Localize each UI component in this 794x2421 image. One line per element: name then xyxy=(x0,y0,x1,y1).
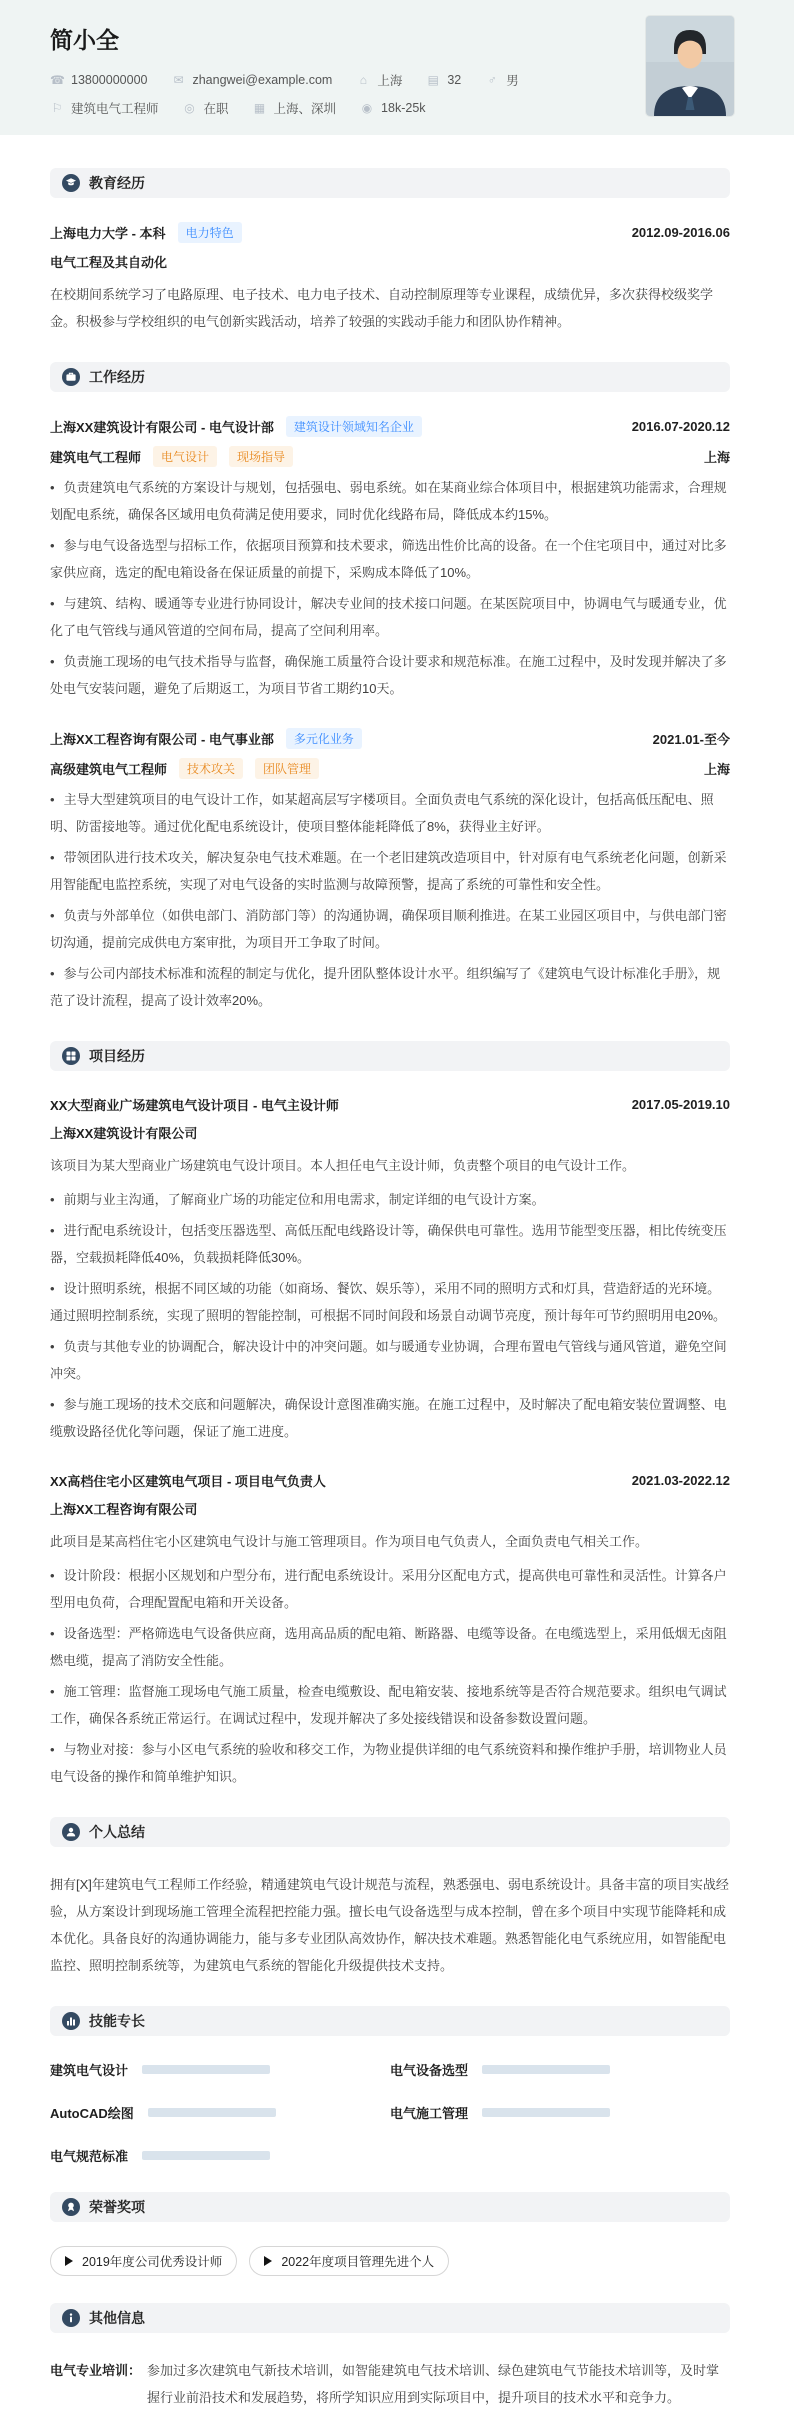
work-location: 上海 xyxy=(703,762,730,777)
play-icon xyxy=(264,2256,272,2266)
project-bullets xyxy=(50,1562,730,1790)
project-entry xyxy=(50,1471,730,1790)
skill-label: 电气设备选型 xyxy=(390,2063,469,2078)
education-section-header xyxy=(50,168,730,198)
awards-section-header xyxy=(50,2192,730,2222)
section-awards xyxy=(50,2192,730,2276)
skill-item xyxy=(50,2103,390,2122)
contact-location xyxy=(356,71,402,89)
company-tag: 建筑设计领域知名企业 xyxy=(286,416,422,437)
phone-icon: ☎ xyxy=(50,73,65,87)
award-pill[interactable] xyxy=(50,2246,237,2276)
education-major-row xyxy=(50,252,730,271)
project-bullet: • 设计照明系统，根据不同区域的功能（如商场、餐饮、娱乐等），采用不同的照明方式和灯具，营造舒适的光环境。通过照明控制系统，实现了照明的智能控制，可根据不同时间段和场景自动调节亮度，预计每年可节约照明用电20%。 xyxy=(50,1275,730,1329)
email-value: zhangwei@example.com xyxy=(192,73,333,87)
role-name: 高级建筑电气工程师 xyxy=(50,762,168,777)
skill-label: 建筑电气设计 xyxy=(50,2063,129,2078)
other-section-header xyxy=(50,2303,730,2333)
project-company: 上海XX建筑设计有限公司 xyxy=(50,1126,198,1141)
status-value: 在职 xyxy=(203,102,229,116)
awards-section-title: 荣誉奖项 xyxy=(89,2199,145,2215)
education-section-title: 教育经历 xyxy=(89,175,145,191)
gender-icon: ♂ xyxy=(487,73,497,87)
bar-chart-icon xyxy=(62,2012,80,2030)
education-icon xyxy=(62,174,80,192)
skill-level-bar xyxy=(142,2065,270,2074)
work-section-header xyxy=(50,362,730,392)
job-title-icon: ⚐ xyxy=(51,101,63,115)
contact-job-title xyxy=(50,99,159,117)
phone-value: 13800000000 xyxy=(71,73,148,87)
section-projects xyxy=(50,1041,730,1790)
resume-body xyxy=(0,168,794,2421)
age-value: 32 xyxy=(447,73,462,87)
project-bullet: • 前期与业主沟通，了解商业广场的功能定位和用电需求，制定详细的电气设计方案。 xyxy=(50,1186,730,1213)
skill-label: 电气施工管理 xyxy=(390,2106,469,2121)
project-bullet: • 与物业对接：参与小区电气系统的验收和移交工作，为物业提供详细的电气系统资料和操作维护手册，培训物业人员电气设备的操作和简单维护知识。 xyxy=(50,1736,730,1790)
work-role-row xyxy=(50,758,730,779)
avatar-illustration xyxy=(646,16,734,116)
grid-icon xyxy=(62,1047,80,1065)
work-location: 上海 xyxy=(703,450,730,465)
work-entry xyxy=(50,416,730,702)
work-bullet: • 参与公司内部技术标准和流程的制定与优化，提升团队整体设计水平。组织编写了《建筑电气设计标准化手册》，规范了设计流程，提高了设计效率20%。 xyxy=(50,960,730,1014)
contact-email xyxy=(171,73,332,87)
skill-level-bar xyxy=(148,2108,276,2117)
education-date: 2012.09-2016.06 xyxy=(631,225,730,240)
work-date: 2016.07-2020.12 xyxy=(631,419,730,434)
skill-level-bar xyxy=(482,2065,610,2074)
work-role-row xyxy=(50,446,730,467)
project-bullet: • 施工管理：监督施工现场电气施工质量，检查电缆敷设、配电箱安装、接地系统等是否符合规范要求。组织电气调试工作，确保各系统正常运行。在调试过程中，发现并解决了多处接线错误和设备参数设置问题。 xyxy=(50,1678,730,1732)
work-bullet: • 与建筑、结构、暖通等专业进行协同设计，解决专业间的技术接口问题。在某医院项目中，协调电气与暖通专业，优化了电气管线与通风管道的空间布局，提高了空间利用率。 xyxy=(50,590,730,644)
project-bullet: • 负责与其他专业的协调配合，解决设计中的冲突问题。如与暖通专业协调，合理布置电气管线与通风管道，避免空间冲突。 xyxy=(50,1333,730,1387)
section-work xyxy=(50,362,730,1014)
skill-item xyxy=(390,2103,730,2122)
skill-level-bar xyxy=(482,2108,610,2117)
projects-section-title: 项目经历 xyxy=(89,1048,145,1064)
major-name: 电气工程及其自动化 xyxy=(50,255,168,270)
work-entry-header xyxy=(50,416,730,437)
skill-item xyxy=(50,2060,390,2079)
project-bullets xyxy=(50,1186,730,1445)
work-bullet: • 负责与外部单位（如供电部门、消防部门等）的沟通协调，确保项目顺利推进。在某工业园区项目中，与供电部门密切沟通，提前完成供电方案审批，为项目开工争取了时间。 xyxy=(50,902,730,956)
summary-section-header xyxy=(50,1817,730,1847)
work-bullet: • 参与电气设备选型与招标工作，依据项目预算和技术要求，筛选出性价比高的设备。在一个住宅项目中，通过对比多家供应商，选定的配电箱设备在保证质量的前提下，采购成本降低了10%。 xyxy=(50,532,730,586)
education-description: 在校期间系统学习了电路原理、电子技术、电力电子技术、自动控制原理等专业课程，成绩优异，多次获得校级奖学金。积极参与学校组织的电气创新实践活动，培养了较强的实践动手能力和团队协作精神。 xyxy=(50,287,714,329)
other-info-text: 参加过多次建筑电气新技术培训，如智能建筑电气技术培训、绿色建筑电气节能技术培训等，及时掌握行业前沿技术和发展趋势，将所学知识应用到实际项目中，提升项目的技术水平和竞争力。 xyxy=(147,2363,720,2405)
work-entry-header xyxy=(50,728,730,749)
contact-age xyxy=(426,73,461,87)
company-name: 上海XX建筑设计有限公司 - 电气设计部 xyxy=(50,420,274,435)
contact-status xyxy=(183,99,229,117)
awards-list xyxy=(50,2246,730,2276)
salary-icon: ◉ xyxy=(361,101,373,115)
education-entry-header xyxy=(50,222,730,243)
award-pill[interactable] xyxy=(249,2246,449,2276)
cities-value: 上海、深圳 xyxy=(273,102,337,116)
skills-grid xyxy=(50,2060,730,2165)
skills-section-title: 技能专长 xyxy=(89,2013,145,2029)
work-bullet: • 带领团队进行技术攻关，解决复杂电气技术难题。在一个老旧建筑改造项目中，针对原有电气系统老化问题，创新采用智能配电监控系统，实现了对电气设备的实时监测与故障预警，提高了系统的可靠性和安全性。 xyxy=(50,844,730,898)
project-company: 上海XX工程咨询有限公司 xyxy=(50,1502,198,1517)
skill-level-bar xyxy=(142,2151,270,2160)
school-tag: 电力特色 xyxy=(178,222,242,243)
project-bullet: • 设计阶段：根据小区规划和户型分布，进行配电系统设计。采用分区配电方式，提高供电可靠性和灵活性。计算各户型用电负荷，合理配置配电箱和开关设备。 xyxy=(50,1562,730,1616)
project-bullet: • 参与施工现场的技术交底和问题解决，确保设计意图准确实施。在施工过程中，及时解决了配电箱安装位置调整、电缆敷设路径优化等问题，保证了施工进度。 xyxy=(50,1391,730,1445)
contact-salary xyxy=(360,101,425,115)
school-name: 上海电力大学 - 本科 xyxy=(50,226,166,241)
role-tag: 技术攻关 xyxy=(179,758,243,779)
section-summary xyxy=(50,1817,730,1979)
contact-phone xyxy=(50,73,147,87)
project-bullet: • 设备选型：严格筛选电气设备供应商，选用高品质的配电箱、断路器、电缆等设备。在电缆选型上，采用低烟无卤阻燃电缆，提高了消防安全性能。 xyxy=(50,1620,730,1674)
project-name: XX大型商业广场建筑电气设计项目 - 电气主设计师 xyxy=(50,1098,339,1113)
company-name: 上海XX工程咨询有限公司 - 电气事业部 xyxy=(50,732,274,747)
role-tag: 电气设计 xyxy=(153,446,217,467)
project-entry-header xyxy=(50,1471,730,1490)
project-date: 2021.03-2022.12 xyxy=(631,1473,730,1488)
project-description: 该项目为某大型商业广场建筑电气设计项目。本人担任电气主设计师，负责整个项目的电气设计工作。 xyxy=(50,1158,636,1173)
candidate-name: 简小全 xyxy=(50,27,119,53)
summary-section-title: 个人总结 xyxy=(89,1824,145,1840)
briefcase-icon xyxy=(62,368,80,386)
role-name: 建筑电气工程师 xyxy=(50,450,142,465)
role-tag: 现场指导 xyxy=(229,446,293,467)
section-skills xyxy=(50,2006,730,2165)
salary-value: 18k-25k xyxy=(381,101,426,115)
project-company-row xyxy=(50,1499,730,1518)
work-bullet: • 主导大型建筑项目的电气设计工作，如某超高层写字楼项目。全面负责电气系统的深化设计，包括高低压配电、照明、防雷接地等。通过优化配电系统设计，使项目整体能耗降低了8%，获得业主好评。 xyxy=(50,786,730,840)
skill-item xyxy=(390,2060,730,2079)
award-label: 2022年度项目管理先进个人 xyxy=(281,2255,435,2269)
avatar xyxy=(646,16,734,116)
contact-row-2 xyxy=(50,99,543,117)
other-info-label: 电气专业培训： xyxy=(50,2363,142,2378)
section-education xyxy=(50,168,730,335)
company-tag: 多元化业务 xyxy=(286,728,362,749)
project-description: 此项目是某高档住宅小区建筑电气设计与施工管理项目。作为项目电气负责人，全面负责电气相关工作。 xyxy=(50,1534,649,1549)
location-icon: ⌂ xyxy=(359,73,367,87)
contact-cities xyxy=(253,99,337,117)
award-label: 2019年度公司优秀设计师 xyxy=(82,2255,223,2269)
contact-gender xyxy=(485,71,519,89)
contact-row-1 xyxy=(50,71,543,89)
work-bullets xyxy=(50,786,730,1014)
info-icon xyxy=(62,2309,80,2327)
section-other xyxy=(50,2303,730,2411)
project-company-row xyxy=(50,1123,730,1142)
work-bullets xyxy=(50,474,730,702)
medal-icon xyxy=(62,2198,80,2216)
project-entry xyxy=(50,1095,730,1445)
work-entry xyxy=(50,728,730,1014)
project-bullet: • 进行配电系统设计，包括变压器选型、高低压配电线路设计等，确保供电可靠性。选用节能型变压器，相比传统变压器，空载损耗降低40%，负载损耗降低30%。 xyxy=(50,1217,730,1271)
projects-section-header xyxy=(50,1041,730,1071)
work-bullet: • 负责建筑电气系统的方案设计与规划，包括强电、弱电系统。如在某商业综合体项目中，根据建筑功能需求，合理规划配电系统，确保各区域用电负荷满足使用要求，同时优化线路布局，降低成本约15%。 xyxy=(50,474,730,528)
work-bullet: • 负责施工现场的电气技术指导与监督，确保施工质量符合设计要求和规范标准。在施工过程中，及时发现并解决了多处电气安装问题，避免了后期返工，为项目节省工期约10天。 xyxy=(50,648,730,702)
play-icon xyxy=(65,2256,73,2266)
role-tag: 团队管理 xyxy=(255,758,319,779)
gender-value: 男 xyxy=(506,74,519,88)
status-icon: ◎ xyxy=(184,101,195,115)
project-entry-header xyxy=(50,1095,730,1114)
person-icon xyxy=(62,1823,80,1841)
skills-section-header xyxy=(50,2006,730,2036)
skill-label: 电气规范标准 xyxy=(50,2149,129,2164)
city-icon: ▦ xyxy=(253,101,266,115)
age-icon: ▤ xyxy=(427,73,440,87)
resume-header xyxy=(0,0,794,135)
summary-text: 拥有[X]年建筑电气工程师工作经验，精通建筑电气设计规范与流程，熟悉强电、弱电系统设计。具备丰富的项目实战经验，从方案设计到现场施工管理全流程把控能力强。擅长电气设备选型与成本控制，曾在多个项目中实现节能降耗和成本优化。具备良好的沟通协调能力，能与多专业团队高效协作，解决技术难题。熟悉智能化电气系统应用，如智能配电监控、照明控制系统等，为建筑电气系统的智能化升级提供技术支持。 xyxy=(50,1877,729,1973)
location-value: 上海 xyxy=(377,74,403,88)
other-section-title: 其他信息 xyxy=(89,2310,145,2326)
project-date: 2017.05-2019.10 xyxy=(631,1097,730,1112)
project-name: XX高档住宅小区建筑电气项目 - 项目电气负责人 xyxy=(50,1474,326,1489)
other-info-row xyxy=(50,2357,730,2411)
header-left xyxy=(50,20,543,117)
skill-item xyxy=(50,2146,390,2165)
work-date: 2021.01-至今 xyxy=(652,732,730,747)
work-section-title: 工作经历 xyxy=(89,369,145,385)
email-icon: ✉ xyxy=(173,73,184,87)
skill-label: AutoCAD绘图 xyxy=(50,2106,134,2121)
job-title-value: 建筑电气工程师 xyxy=(71,102,159,116)
